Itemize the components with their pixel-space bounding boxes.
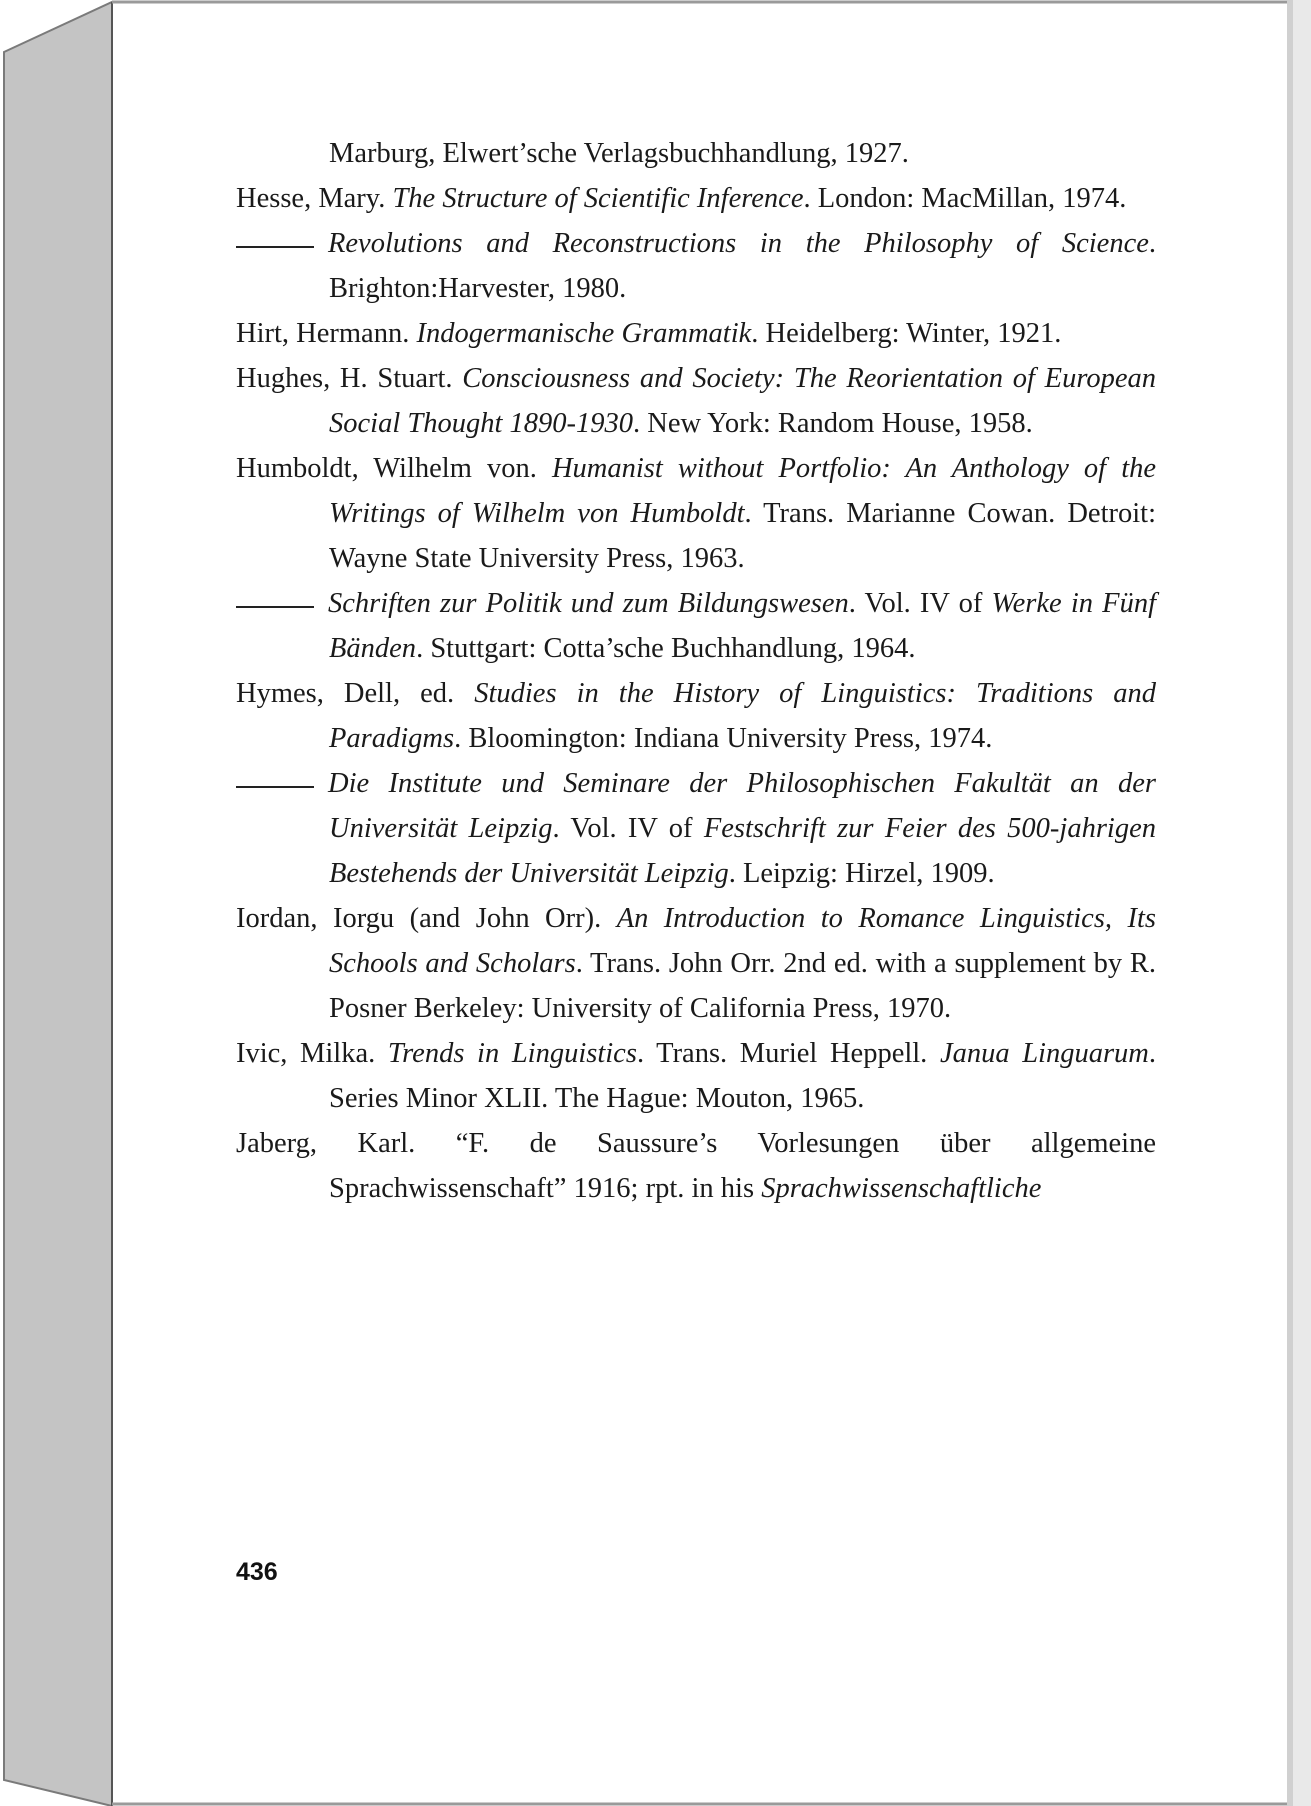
- bibliography-entry: [236, 761, 1156, 896]
- entry-text: . Bloomington: Indiana University Press, 1974.: [454, 723, 993, 754]
- bibliography-entry: [236, 311, 1156, 356]
- entry-text: . London: MacMillan, 1974.: [803, 183, 1127, 214]
- bibliography-entry: [236, 896, 1156, 1031]
- entry-text: Jaberg, Karl. “F. de Saussure’s Vorlesungen über allgemeine Sprachwissenschaft” 1916; rpt. in his: [236, 1128, 1156, 1204]
- entry-title: Sprachwissenschaftliche: [761, 1173, 1042, 1204]
- repeat-author-dash: [236, 786, 314, 788]
- page-number: 436: [236, 1558, 278, 1586]
- entry-text: Humboldt, Wilhelm von.: [236, 453, 552, 484]
- entry-title: Janua Linguarum: [939, 1038, 1149, 1069]
- entry-text: Iordan, Iorgu (and John Orr).: [236, 903, 617, 934]
- entry-text: . Leipzig: Hirzel, 1909.: [728, 858, 995, 889]
- bibliography-entry: [236, 221, 1156, 311]
- entry-text: Ivic, Milka.: [236, 1038, 388, 1069]
- entry-title: Consciousness and Society: The Reorientation of European Social Thought 1890-1930: [329, 363, 1157, 439]
- bibliography-list: [236, 131, 1156, 1211]
- entry-text: Hughes, H. Stuart.: [236, 363, 463, 394]
- bibliography-entry: [236, 581, 1156, 671]
- entry-title: Studies in the History of Linguistics: Traditions and Paradigms: [329, 678, 1156, 754]
- bibliography-entry: [236, 1121, 1156, 1211]
- page: [112, 0, 1287, 1806]
- entry-title: An Introduction to Romance Linguistics, Its Schools and Scholars: [329, 903, 1157, 979]
- entry-text: . Trans. Marianne Cowan. Detroit: Wayne State University Press, 1963.: [329, 498, 1156, 574]
- entry-text: Hymes, Dell, ed.: [236, 678, 475, 709]
- entry-title: Die Institute und Seminare der Philosophischen Fakultät an der Universität Leipzig: [328, 768, 1156, 844]
- entry-text: Marburg, Elwert’sche Verlagsbuchhandlung, 1927.: [329, 138, 909, 169]
- entry-title: Festschrift zur Feier des 500-jahrigen Bestehends der Universität Leipzig: [329, 813, 1156, 889]
- bibliography-entry: [236, 446, 1156, 581]
- entry-title: Revolutions and Reconstructions in the Philosophy of Science: [328, 228, 1149, 259]
- bibliography-entry: [236, 176, 1156, 221]
- bibliography-entry: [236, 671, 1156, 761]
- entry-text: . Trans. John Orr. 2nd ed. with a supplement by R. Posner Berkeley: University of California Press, 1970.: [329, 948, 1156, 1024]
- entry-title: The Structure of Scientific Inference: [392, 183, 804, 214]
- entry-text: . Heidelberg: Winter, 1921.: [751, 318, 1062, 349]
- entry-text: . Trans. Muriel Heppell.: [636, 1038, 940, 1069]
- entry-text: Hesse, Mary.: [236, 183, 393, 214]
- repeat-author-dash: [236, 606, 314, 608]
- bibliography-entry: [236, 131, 1156, 176]
- bibliography-entry: [236, 356, 1156, 446]
- entry-title: Indogermanische Grammatik: [416, 318, 752, 349]
- bibliography-entry: [236, 1031, 1156, 1121]
- entry-text: . New York: Random House, 1958.: [633, 408, 1033, 439]
- entry-text: . Brighton:Harvester, 1980.: [329, 228, 1156, 304]
- entry-text: . Vol. IV of: [848, 588, 992, 619]
- entry-text: Hirt, Hermann.: [236, 318, 417, 349]
- entry-text: . Vol. IV of: [552, 813, 704, 844]
- entry-title: Humanist without Portfolio: An Anthology of the Writings of Wilhelm von Humboldt: [329, 453, 1157, 529]
- entry-text: . Series Minor XLII. The Hague: Mouton, 1965.: [329, 1038, 1157, 1114]
- entry-title: Schriften zur Politik und zum Bildungswesen: [328, 588, 849, 619]
- repeat-author-dash: [236, 246, 314, 248]
- entry-title: Trends in Linguistics: [387, 1038, 637, 1069]
- entry-text: . Stuttgart: Cotta’sche Buchhandlung, 1964.: [416, 633, 916, 664]
- entry-title: Werke in Fünf Bänden: [329, 588, 1156, 664]
